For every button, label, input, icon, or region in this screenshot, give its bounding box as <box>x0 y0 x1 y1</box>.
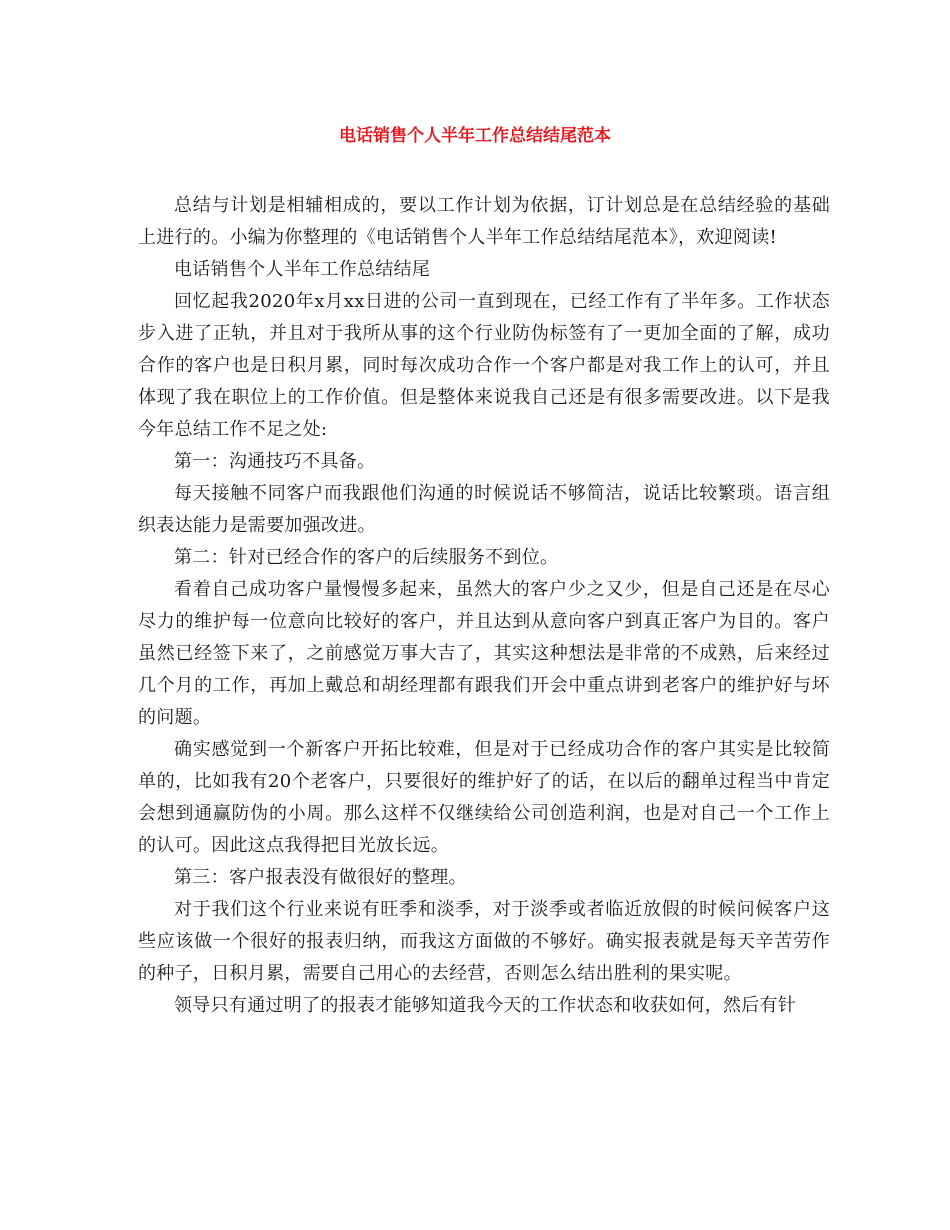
paragraph-point-three: 第三：客户报表没有做很好的整理。 <box>174 867 467 888</box>
paragraph-intro: 总结与计划是相辅相成的，要以工作计划为依据，订计划总是在总结经验的基础上进行的。小编为你整理的《电话销售个人半年工作总结结尾范本》，欢迎阅读! <box>138 195 830 248</box>
document-body <box>138 190 830 1022</box>
paragraph-point-one: 第一：沟通技巧不具备。 <box>174 451 376 472</box>
paragraph-point-two: 第二：针对已经合作的客户的后续服务不到位。 <box>174 547 559 568</box>
paragraph-communication: 每天接触不同客户而我跟他们沟通的时候说话不够简洁，说话比较繁琐。语言组织表达能力是需要加强改进。 <box>138 483 830 536</box>
document-title: 电话销售个人半年工作总结结尾范本 <box>339 126 611 146</box>
paragraph-reports: 对于我们这个行业来说有旺季和淡季，对于淡季或者临近放假的时候问候客户这些应该做一个很好的报表归纳，而我这方面做的不够好。确实报表就是每天辛苦劳作的种子，日积月累，需要自己用心的去经营，否则怎么结出胜利的果实呢。 <box>138 899 830 984</box>
paragraph-old-clients: 确实感觉到一个新客户开拓比较难，但是对于已经成功合作的客户其实是比较简单的，比如我有20个老客户，只要很好的维护好了的话，在以后的翻单过程当中肯定会想到通赢防伪的小周。那么这样不仅继续给公司创造利润，也是对自己一个工作上的认可。因此这点我得把目光放长远。 <box>138 739 830 856</box>
paragraph-review: 回忆起我2020年x月xx日进的公司一直到现在，已经工作有了半年多。工作状态步入进了正轨，并且对于我所从事的这个行业防伪标签有了一更加全面的了解，成功合作的客户也是日积月累，同时每次成功合作一个客户都是对我工作上的认可，并且体现了我在职位上的工作价值。但是整体来说我自己还是有很多需要改进。以下是我今年总结工作不足之处: <box>138 291 830 440</box>
paragraph-leadership: 领导只有通过明了的报表才能够知道我今天的工作状态和收获如何，然后有针 <box>174 995 797 1016</box>
paragraph-subtitle: 电话销售个人半年工作总结结尾 <box>174 259 431 280</box>
paragraph-client-service: 看着自己成功客户量慢慢多起来，虽然大的客户少之又少，但是自己还是在尽心尽力的维护每一位意向比较好的客户，并且达到从意向客户到真正客户为目的。客户虽然已经签下来了，之前感觉万事大吉了，其实这种想法是非常的不成熟，后来经过几个月的工作，再加上戴总和胡经理都有跟我们开会中重点讲到老客户的维护好与坏的问题。 <box>138 579 830 728</box>
